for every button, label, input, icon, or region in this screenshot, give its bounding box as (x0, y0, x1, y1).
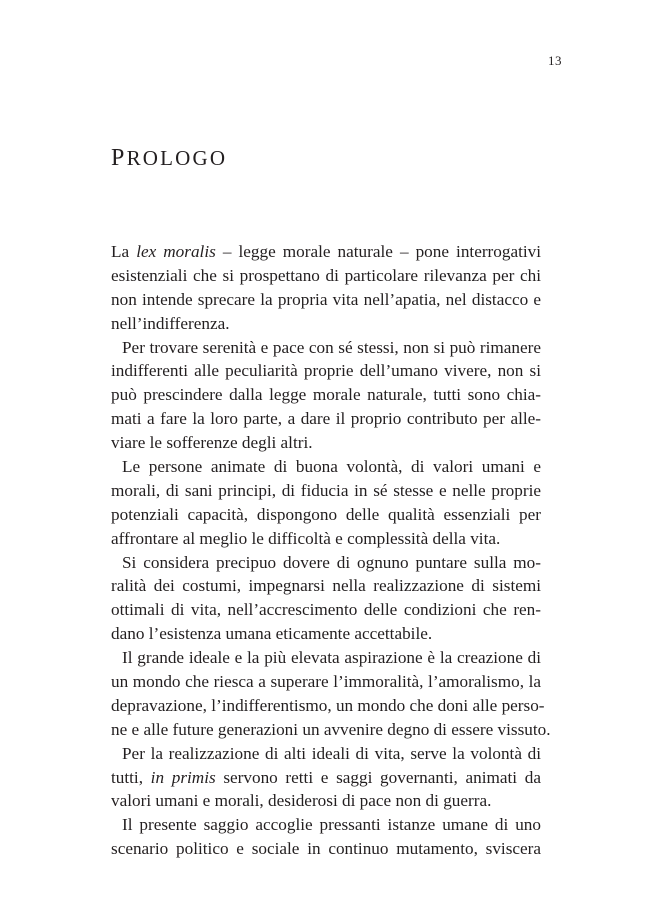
text-line: nell’indifferenza. (111, 313, 230, 333)
text-line: dano l’esistenza umana eticamente accettabile. (111, 624, 433, 644)
text-line: potenziali capacità, dispongono delle qualità essenziali per (111, 504, 541, 524)
text-line: Il presente saggio accoglie pressanti istanze umane di uno (122, 815, 541, 835)
body-text (111, 240, 551, 861)
text-line: morali, di sani principi, di fiducia in sé stesse e nelle proprie (111, 480, 541, 500)
text-line: indifferenti alle peculiarità proprie dell’umano vivere, non si (111, 361, 541, 381)
latin-term: lex moralis (136, 242, 216, 261)
text-line: affrontare al meglio le difficoltà e complessità della vita. (111, 528, 501, 548)
text-line: La lex moralis – legge morale naturale – pone interrogativi (111, 242, 542, 261)
page-number: 13 (548, 53, 562, 68)
text-line: un mondo che riesca a superare l’immoralità, l’amoralismo, la (111, 672, 541, 692)
text-line: valori umani e morali, desiderosi di pace non di guerra. (111, 791, 492, 811)
text-line: mati a fare la loro parte, a dare il proprio contributo per alle- (111, 409, 541, 429)
text-line: tutti, in primis servono retti e saggi governanti, animati da (111, 767, 541, 787)
text-line: esistenziali che si prospettano di particolare rilevanza per chi (111, 265, 541, 285)
text-line: depravazione, l’indifferentismo, un mondo che doni alle perso- (111, 695, 545, 715)
text-line: Per trovare serenità e pace con sé stessi, non si può rimanere (122, 337, 541, 357)
text-line: ottimali di vita, nell’accrescimento delle condizioni che ren- (111, 600, 541, 620)
text-line: Il grande ideale e la più elevata aspirazione è la creazione di (122, 648, 541, 668)
text-line: ne e alle future generazioni un avvenire degno di essere vissuto. (111, 719, 551, 739)
latin-term: in primis (150, 767, 216, 787)
chapter-title (111, 145, 227, 172)
text-line: non intende sprecare la propria vita nell’apatia, nel distacco e (111, 289, 541, 309)
text-line: ralità dei costumi, impegnarsi nella realizzazione di sistemi (111, 576, 541, 596)
text-line: Si considera precipuo dovere di ognuno puntare sulla mo- (122, 552, 541, 572)
text-line: viare le sofferenze degli altri. (111, 433, 313, 453)
text-line: Le persone animate di buona volontà, di valori umani e (122, 457, 541, 477)
text-line: Per la realizzazione di alti ideali di vita, serve la volontà di (122, 743, 541, 763)
text-line: scenario politico e sociale in continuo mutamento, sviscera (111, 839, 541, 859)
chapter-title-rest: ROLOGO (126, 146, 228, 170)
text-line: può prescindere dalla legge morale naturale, tutti sono chia- (111, 385, 541, 405)
chapter-title-initial: P (111, 145, 127, 171)
